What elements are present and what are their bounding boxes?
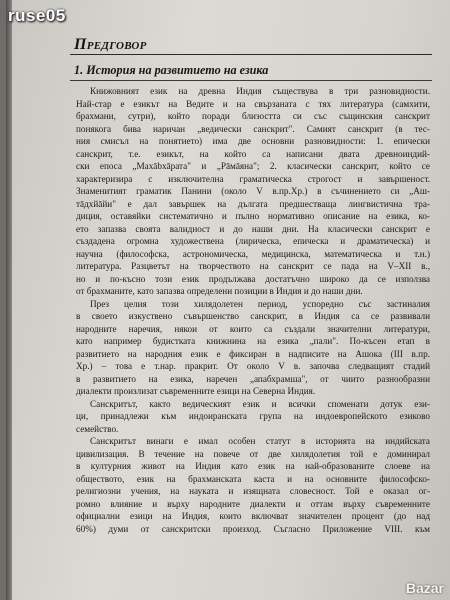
text-line: обществото, език на брахманската каста и на основните философско- <box>76 473 430 484</box>
text-line: характеризира с изключителна граматическа строгост и завършеност. <box>76 173 430 184</box>
text-line: ски епоса „Махābхāрата" и „Рāмāяна"; 2. класически санскрит, който се <box>76 161 430 171</box>
text-line: Знаменитият граматик Панини (около V в.пр.Хр.) в съчинението си „Аш- <box>76 186 430 196</box>
book-page <box>6 0 450 600</box>
text-line: През целия този хилядолетен период, успоредно със застиналия <box>90 298 430 309</box>
text-line: Санскритът, както ведическият език и всички споменати дотук ези- <box>90 398 430 409</box>
marketplace-badge: Bazar <box>405 580 444 596</box>
page-gutter-shadow <box>6 0 12 600</box>
body-text <box>76 85 430 535</box>
text-line: но и по-късно този език продължава достатъчно широко да се използва <box>76 273 430 284</box>
text-line: Санскритът винаги е имал особен статут в историята на индийската <box>90 436 430 446</box>
text-line: ето запазва своята валидност и до наши дни. На класически санскрит е <box>76 223 430 234</box>
text-line: като например будистката книжнина на езика „пали". По-късен етап в <box>76 336 430 346</box>
text-line: санскрит, т.е. езикът, на който са написани двата древноиндий- <box>76 148 430 159</box>
text-line: народните наречия, някои от които са създали значителни литератури, <box>76 323 430 334</box>
section-rule <box>70 80 432 81</box>
text-line: официални езици на Индия, които включват значителен процент (до над <box>76 511 430 521</box>
text-line: Хр.) – това е т.нар. пракрит. От около V в. започва следващият стадий <box>76 361 430 371</box>
text-line: Най-стар е езикът на Ведите и на свързаната с тях литература (самхити, <box>76 98 430 109</box>
text-line: от брахманите, като запазва определени позиции в Индия и до наши дни. <box>76 286 363 296</box>
text-line: семейство. <box>76 423 119 434</box>
section-title: 1. История на развитието на езика <box>74 63 269 77</box>
watermark-logo: ruse05 <box>8 6 66 25</box>
text-line: научна (философска, астрономическа, медицинска, математическа и т.н.) <box>76 248 430 259</box>
text-line: развитието на народния език е фиксиран в надписите на Ашока (III в.пр. <box>76 348 430 359</box>
text-line: 60%) думи от санскритски произход. Съгласно Приложение VIII. към <box>76 523 430 534</box>
text-line: брахмани, сутри), който поради близостта си със същинския санскрит <box>76 111 430 121</box>
text-line: литература. Разцветът на творчеството на санскрит се пада на V–XII в., <box>76 261 430 271</box>
text-line: цивилизация. В течение на повече от две хилядолетия той е доминирал <box>76 448 430 459</box>
text-line: религиозни учения, на науката и изящната словесност. Той е оказал ог- <box>76 486 430 496</box>
text-line: ци, принадлежи към индоиранската група на индоевропейското езиково <box>76 411 430 421</box>
text-line: в развитието на езика, наречен „апабхрамша", от чиито разнообразни <box>76 373 430 384</box>
text-line: в своето изкуствено съвършенство санскрит, в Индия са се развивали <box>76 311 430 321</box>
text-line: диция, оставяйки систематично и пълно нормативно описание на езика, ко- <box>76 211 430 221</box>
text-line: в културния живот на Индия като език на най-образованите слоеве на <box>76 461 430 471</box>
page-heading: Предговор <box>74 36 147 53</box>
text-line: ромно влияние и върху народните диалекти и оттам върху съвременните <box>76 498 430 509</box>
heading-rule <box>70 54 432 55</box>
text-line: ния смисъл на понятието) има две основни разновидности: 1. епически <box>76 136 430 146</box>
text-line: Книжовният език на древна Индия съществува в три разновидности. <box>90 86 430 96</box>
text-line: понякога бива наричан „ведически санскрит". Самият санскрит (в тес- <box>76 123 430 134</box>
text-line: създадена огромна художествена (лирическа, епическа и драматическа) и <box>76 236 430 246</box>
text-line: диалекти произлизат съвременните езици на Северна Индия. <box>76 386 316 396</box>
text-line: тāдхйāйи" е дал завършек на дългата предшестваща лингвистична тра- <box>76 198 430 209</box>
